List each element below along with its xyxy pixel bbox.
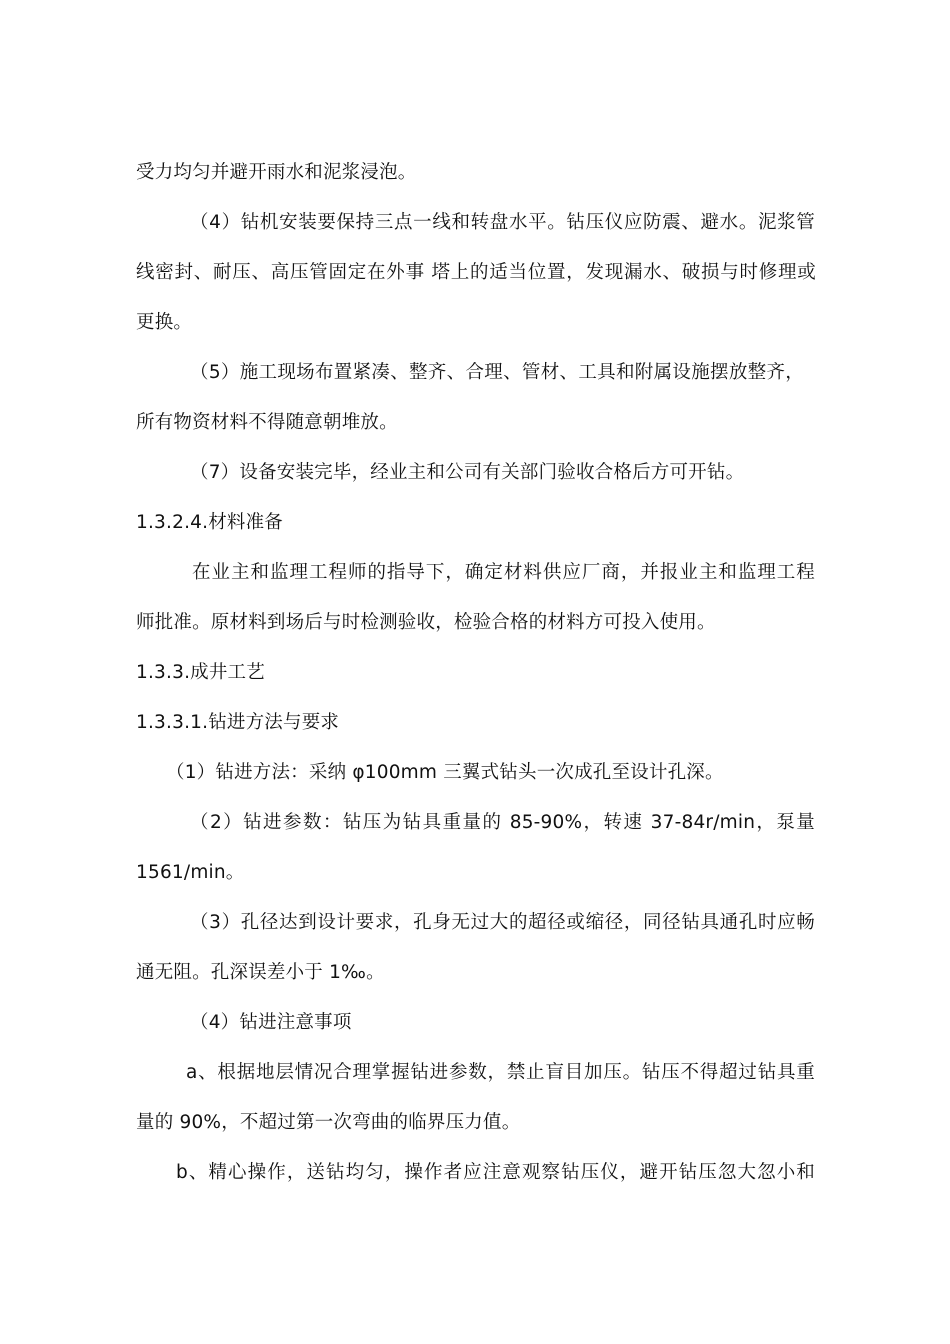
text-line: 通无阻。孔深误差小于 1‰。 [136, 962, 385, 983]
text-line: 在业主和监理工程师的指导下，确定材料供应厂商，并报业主和监理工程 [192, 562, 815, 583]
text-line: 线密封、耐压、高压管固定在外事 塔上的适当位置，发现漏水、破损与时修理或 [136, 262, 816, 283]
text-line: （2）钻进参数：钻压为钻具重量的 85-90%，转速 37-84r/min，泵量 [190, 812, 815, 833]
text-line: 更换。 [136, 312, 193, 333]
text-line: （4）钻进注意事项 [190, 1012, 352, 1033]
section-heading: 1.3.3.成井工艺 [136, 662, 265, 683]
text-line: a、根据地层情况合理掌握钻进参数，禁止盲目加压。钻压不得超过钻具重 [186, 1062, 815, 1083]
text-line: b、精心操作，送钻均匀，操作者应注意观察钻压仪，避开钻压忽大忽小和 [176, 1162, 815, 1183]
text-line: 师批准。原材料到场后与时检测验收，检验合格的材料方可投入使用。 [136, 612, 716, 633]
text-line: （7）设备安装完毕，经业主和公司有关部门验收合格后方可开钻。 [190, 462, 745, 483]
text-line: （1）钻进方法：采纳 φ100mm 三翼式钻头一次成孔至设计孔深。 [166, 762, 724, 783]
text-line: 量的 90%，不超过第一次弯曲的临界压力值。 [136, 1112, 521, 1133]
text-line: 受力均匀并避开雨水和泥浆浸泡。 [136, 162, 417, 183]
text-line: 1561/min。 [136, 862, 245, 883]
text-line: 所有物资材料不得随意朝堆放。 [136, 412, 398, 433]
section-heading: 1.3.2.4.材料准备 [136, 512, 284, 533]
text-line: （4）钻机安装要保持三点一线和转盘水平。钻压仪应防震、避水。泥浆管 [190, 212, 815, 233]
text-line: （3）孔径达到设计要求，孔身无过大的超径或缩径，同径钻具通孔时应畅 [190, 912, 815, 933]
section-heading: 1.3.3.1.钻进方法与要求 [136, 712, 340, 733]
text-line: （5）施工现场布置紧凑、整齐、合理、管材、工具和附属设施摆放整齐， [190, 362, 804, 383]
